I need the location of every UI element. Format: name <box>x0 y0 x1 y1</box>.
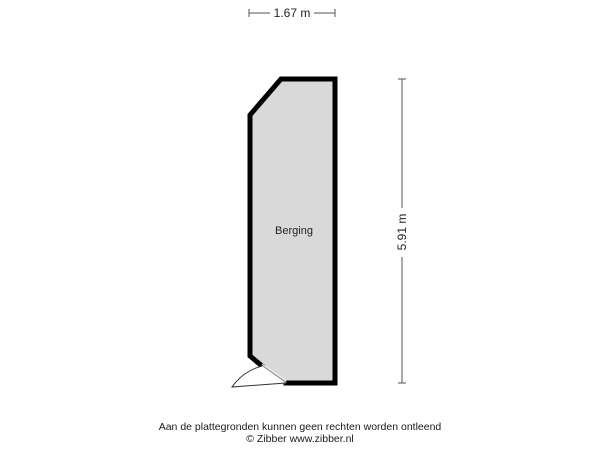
width-dimension <box>249 6 335 20</box>
length-dimension <box>395 79 409 383</box>
length-dimension-label: 5.91 m <box>395 213 409 251</box>
disclaimer-text: Aan de plattegronden kunnen geen rechten worden ontleend <box>158 421 442 433</box>
copyright-text: © Zibber www.zibber.nl <box>246 433 354 445</box>
room-label-berging: Berging <box>275 225 313 237</box>
width-dimension-label: 1.67 m <box>273 6 311 20</box>
